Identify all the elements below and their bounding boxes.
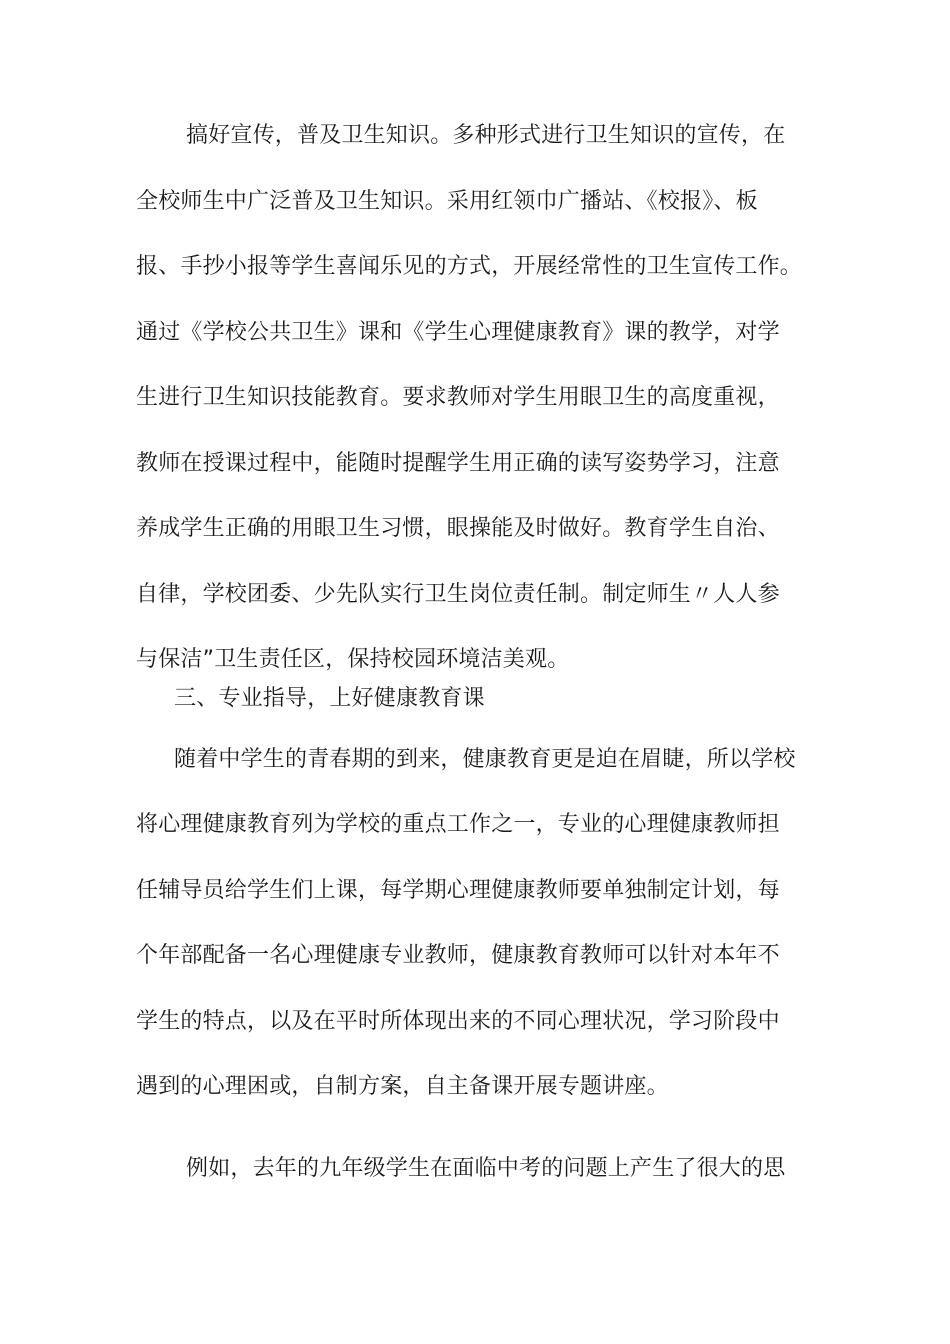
text-line: 与保洁”卫生责任区，保持校园环境洁美观。 — [136, 647, 570, 672]
text-line: 任辅导员给学生们上课，每学期心理健康教师要单独制定计划，每 — [136, 878, 780, 903]
text-line: 通过《学校公共卫生》课和《学生心理健康教育》课的教学，对学 — [136, 320, 780, 345]
text-line: 养成学生正确的用眼卫生习惯，眼操能及时做好。教育学生自治、 — [136, 516, 780, 541]
text-line: 报、手抄小报等学生喜闻乐见的方式，开展经常性的卫生宣传工作。 — [136, 254, 803, 279]
text-line: 将心理健康教育列为学校的重点工作之一，专业的心理健康教师担 — [136, 812, 780, 837]
text-line: 全校师生中广泛普及卫生知识。采用红领巾广播站、《校报》、板 — [136, 189, 758, 214]
text-line: 生进行卫生知识技能教育。要求教师对学生用眼卫生的高度重视， — [136, 385, 780, 410]
text-line: 搞好宣传，普及卫生知识。多种形式进行卫生知识的宣传，在 — [186, 123, 786, 148]
text-line: 教师在授课过程中，能随时提醒学生用正确的读写姿势学习，注意 — [136, 451, 780, 476]
text-line: 例如，去年的九年级学生在面临中考的问题上产生了很大的思 — [186, 1156, 786, 1181]
text-line: 学生的特点，以及在平时所体现出来的不同心理状况，学习阶段中 — [136, 1009, 780, 1034]
text-line: 遇到的心理困或，自制方案，自主备课开展专题讲座。 — [136, 1074, 669, 1099]
section-heading: 三、专业指导，上好健康教育课 — [174, 686, 485, 711]
text-line: 个年部配备一名心理健康专业教师，健康教育教师可以针对本年不 — [136, 943, 780, 968]
text-line: 自律，学校团委、少先队实行卫生岗位责任制。制定师生〃人人参 — [136, 582, 780, 607]
text-line: 随着中学生的青春期的到来，健康教育更是迫在眉睫，所以学校 — [174, 747, 796, 772]
